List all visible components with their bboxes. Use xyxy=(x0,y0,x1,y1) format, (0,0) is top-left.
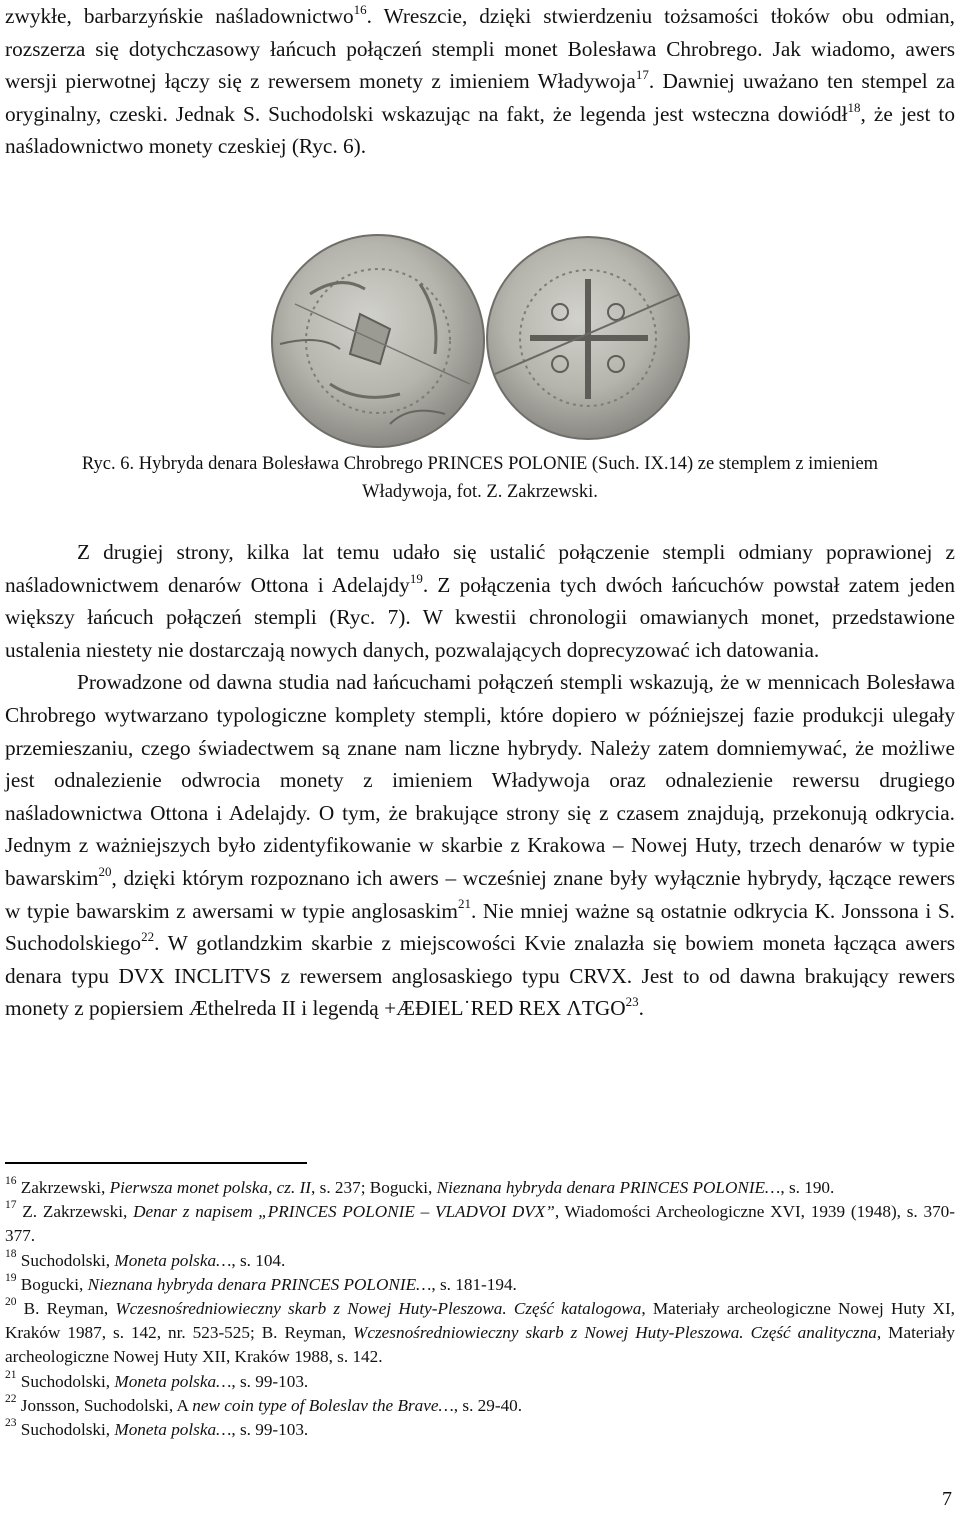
footnote-number: 21 xyxy=(5,1368,17,1381)
footnote-title: Wczesnośredniowieczny skarb z Nowej Huty-Pleszowa. Część analityczna xyxy=(353,1323,877,1343)
footnote-number: 18 xyxy=(5,1247,17,1260)
footnote-21 xyxy=(5,1370,955,1394)
footnote-ref-23[interactable]: 23 xyxy=(625,994,639,1010)
footnote-number: 16 xyxy=(5,1175,17,1188)
footnote-text: B. Reyman, xyxy=(16,1299,116,1319)
page-number: 7 xyxy=(942,1488,952,1510)
footnote-separator xyxy=(5,1162,307,1164)
footnote-text: Jonsson, Suchodolski, A xyxy=(16,1395,193,1415)
footnote-number: 20 xyxy=(5,1296,17,1309)
footnote-title: Wczesnośredniowieczny skarb z Nowej Huty-Pleszowa. Część katalogowa xyxy=(115,1299,642,1319)
paragraph-continued: zwykłe, barbarzyńskie naśladownictwo$^{16}$. Wreszcie, dzięki stwierdzeniu tożsamości tłoków obu odmian, rozszerza się dotychczasowy łańcuch połączeń stempli monet Bolesława Chrobrego. Jak wiadomo, awers wersji pierwotnej łączy się z rewersem monety z imieniem Władywoja$^{17}$. Dawniej uważano ten stempel za oryginalny, czeski. Jednak S. Suchodolski wskazując na fakt, że legenda jest wsteczna dowiódł$^{18}$, że jest to naśladownictwo monety czeskiej (Ryc. 6). xyxy=(5,1,955,159)
footnote-title: Nieznana hybryda denara PRINCES POLONIE… xyxy=(436,1178,781,1197)
footnote-ref-22[interactable]: 22 xyxy=(141,929,155,945)
footnote-22 xyxy=(5,1394,955,1418)
footnote-text: Suchodolski, xyxy=(16,1250,115,1270)
footnote-text: Suchodolski, xyxy=(16,1420,115,1440)
footnote-number: 19 xyxy=(5,1272,17,1285)
footnote-19 xyxy=(5,1273,955,1297)
coin-photograph xyxy=(270,234,690,448)
footnote-title: Moneta polska… xyxy=(114,1250,232,1270)
footnote-title: new coin type of Boleslav the Brave… xyxy=(192,1395,454,1415)
footnote-text: , s. 237; Bogucki, xyxy=(311,1178,437,1197)
footnote-23 xyxy=(5,1418,955,1442)
footnote-title: Moneta polska… xyxy=(114,1420,232,1440)
footnotes xyxy=(5,1176,955,1442)
footnote-text: Bogucki, xyxy=(16,1274,88,1294)
footnote-number: 17 xyxy=(5,1199,17,1212)
footnote-text: , Materiały archeologiczne Nowej Huty XI, Kraków 1987, s. 142, nr. 523-525; B. Reyman, xyxy=(5,1299,955,1343)
footnote-18 xyxy=(5,1249,955,1273)
footnote-ref-21[interactable]: 21 xyxy=(458,896,471,912)
body-paragraphs xyxy=(5,536,955,1025)
footnote-text: , Materiały archeologiczne Nowej Huty XII, Kraków 1988, s. 142. xyxy=(5,1323,955,1367)
footnote-text: , s. 99-103. xyxy=(231,1420,309,1440)
footnote-text: , s. 99-103. xyxy=(231,1371,309,1391)
footnote-16 xyxy=(5,1176,955,1200)
paragraph-2: Z drugiej strony, kilka lat temu udało się ustalić połączenie stempli odmiany poprawionej z naśladownictwem denarów Ottona i Adelajdy$^{19}$. Z połączenia tych dwóch łańcuchów powstał zatem jeden większy łańcuch połączeń stempli (Ryc. 7). W kwestii chronologii omawianych monet, przedstawione ustalenia niestety nie dostarczają nowych danych, pozwalających doprecyzować ich datowania. xyxy=(5,540,955,662)
footnote-number: 23 xyxy=(5,1417,17,1430)
footnote-ref-16[interactable]: 16 xyxy=(353,1,367,17)
footnote-ref-18[interactable]: 18 xyxy=(847,99,861,115)
footnote-title: Denar z napisem „PRINCES POLONIE – VLADVOI DVX” xyxy=(133,1202,555,1222)
footnote-text: Suchodolski, xyxy=(16,1371,115,1391)
footnote-text: , s. 104. xyxy=(231,1250,286,1270)
footnote-ref-20[interactable]: 20 xyxy=(98,863,112,879)
coin-reverse-image xyxy=(487,237,689,439)
paragraph-3: Prowadzone od dawna studia nad łańcuchami połączeń stempli wskazują, że w mennicach Bolesława Chrobrego wytwarzano typologiczne komplety stempli, które dopiero w późniejszej fazie produkcji ulegały przemieszaniu, czego świadectwem są znane nam liczne hybrydy. Należy zatem domniemywać, że możliwe jest odnalezienie odwrocia monety z imieniem Władywoja oraz odnalezienie rewersu drugiego naśladownictwa Ottona i Adelajdy. O tym, że brakujące strony się z czasem znajdują, przekonują odkrycia. Jednym z ważniejszych było zidentyfikowanie w skarbie z Krakowa – Nowej Huty, trzech denarów w typie bawarskim$^{20}$, dzięki którym rozpoznano ich awers – wcześniej znane były wyłącznie hybrydy, łączące rewers w typie bawarskim z awersami w typie anglosaskim$^{21}$. Nie mniej ważne są ostatnie odkrycia K. Jonssona i S. Suchodolskiego$^{22}$. W gotlandzkim skarbie z miejscowości Kvie znalazła się bowiem moneta łącząca awers denara typu DVX INCLITVS z rewersem anglosaskiego typu CRVX. Jest to od dawna brakujący rewers monety z popiersiem Æthelreda II i legendą +ÆÐIEL˙RED REX ΛTGO$^{23}$. xyxy=(5,670,955,1021)
footnote-20 xyxy=(5,1297,955,1370)
footnote-17 xyxy=(5,1200,955,1248)
footnote-title: Nieznana hybryda denara PRINCES POLONIE… xyxy=(87,1274,432,1294)
footnote-text: Z. Zakrzewski, xyxy=(16,1202,134,1222)
footnote-ref-19[interactable]: 19 xyxy=(409,570,423,586)
footnote-text: , s. 29-40. xyxy=(453,1395,523,1415)
figure-caption: Ryc. 6. Hybryda denara Bolesława Chrobrego PRINCES POLONIE (Such. IX.14) ze stemplem z imieniem Władywoja, fot. Z. Zakrzewski. xyxy=(81,454,879,502)
footnote-text: , Wiadomości Archeologiczne XVI, 1939 (1948), s. 370-377. xyxy=(5,1202,955,1246)
footnote-title: Pierwsza monet polska, cz. II xyxy=(109,1178,312,1197)
footnote-text: Zakrzewski, xyxy=(16,1178,110,1197)
footnote-number: 22 xyxy=(5,1393,17,1406)
footnote-title: Moneta polska… xyxy=(114,1371,232,1391)
coin-obverse-image xyxy=(272,235,484,447)
footnote-text: , s. 181-194. xyxy=(431,1274,517,1294)
footnote-ref-17[interactable]: 17 xyxy=(635,67,649,83)
footnote-text: , s. 190. xyxy=(780,1178,835,1197)
